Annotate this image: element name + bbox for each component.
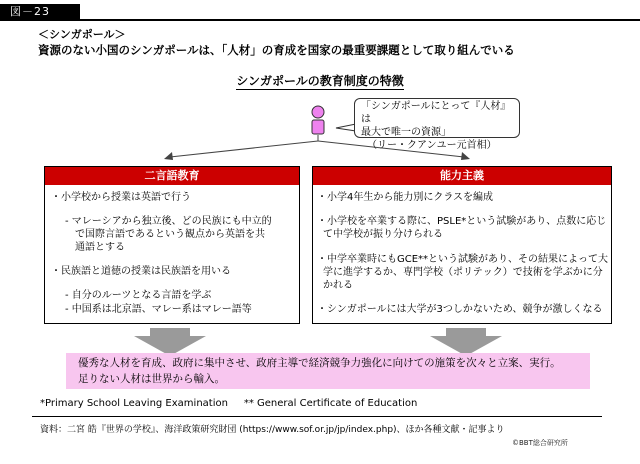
left-sub-2a: - 自分のルーツとなる言語を学ぶ: [65, 290, 212, 301]
section-title: ＜シンガポール＞: [38, 28, 126, 41]
meritocracy-title: 能力主義: [313, 167, 611, 185]
quote-bubble-tail: [336, 124, 356, 131]
quote-bubble: [354, 98, 520, 151]
right-item-2b: て中学校が振り分けられる: [323, 229, 443, 240]
footnotes: *Primary School Leaving Examination ** General Certificate of Education: [40, 398, 418, 409]
figure-label: 図－23: [0, 4, 80, 20]
quote-line-3: （リー・クアンユー元首相）: [367, 140, 497, 151]
quote-line-2: 最大で唯一の資源」: [361, 127, 451, 138]
left-sub-1a: - マレーシアから独立後、どの民族にも中立的: [65, 216, 272, 227]
subtitle-text: シンガポールの教育制度の特徴: [236, 74, 404, 88]
conclusion-highlight: [66, 353, 590, 389]
left-item-2: ・民族語と道徳の授業は民族語を用いる: [51, 266, 231, 277]
headline: 資源のない小国のシンガポールは、「人材」の育成を国家の最重要課題として取り組んでいる: [38, 43, 515, 57]
left-sub-1c: 通語とする: [75, 242, 125, 253]
right-item-3b: 学に進学するか、専門学校（ポリテック）で技術を学ぶかに分: [323, 267, 603, 278]
down-arrow-left: [134, 328, 206, 356]
person-icon: [312, 106, 324, 134]
right-item-2a: ・小学校を卒業する際に、PSLE*という試験があり、点数に応じ: [317, 216, 607, 227]
quote-line-1: 「シンガポールにとって『人材』は: [361, 101, 511, 125]
left-sub-1b: で国際言語であるという観点から英語を共: [75, 229, 265, 240]
right-item-4: ・シンガポールには大学が3つしかないため、競争が激しくなる: [317, 304, 603, 315]
bottom-rule: [32, 416, 602, 417]
conclusion-line-2: 足りない人材は世界から輸入。: [78, 373, 225, 385]
right-item-1: ・小学4年生から能力別にクラスを編成: [317, 192, 494, 203]
source-citation: 資料：二宮 皓『世界の学校』、海洋政策研究財団 (https://www.sof.or.jp/jp/index.php)、ほか各種文献・記事より: [40, 425, 505, 435]
meritocracy-box: [312, 166, 612, 324]
conclusion-line-1: 優秀な人材を育成、政府に集中させ、政府主導で経済競争力強化に向けての施策を次々と立案、実行。: [78, 357, 561, 369]
left-sub-2b: - 中国系は北京語、マレー系はマレー語等: [65, 304, 252, 315]
down-arrow-right: [430, 328, 502, 356]
bilingual-education-title: 二言語教育: [45, 167, 299, 185]
copyright: ©BBT総合研究所: [512, 439, 568, 447]
right-item-3a: ・中学卒業時にもGCE**という試験があり、その結果によって大: [317, 254, 609, 265]
right-item-3c: かれる: [323, 280, 353, 291]
left-item-1: ・小学校から授業は英語で行う: [51, 192, 191, 203]
bilingual-education-box: [44, 166, 300, 324]
arrow-head-right: [461, 152, 470, 160]
arrow-head-left: [164, 152, 173, 160]
